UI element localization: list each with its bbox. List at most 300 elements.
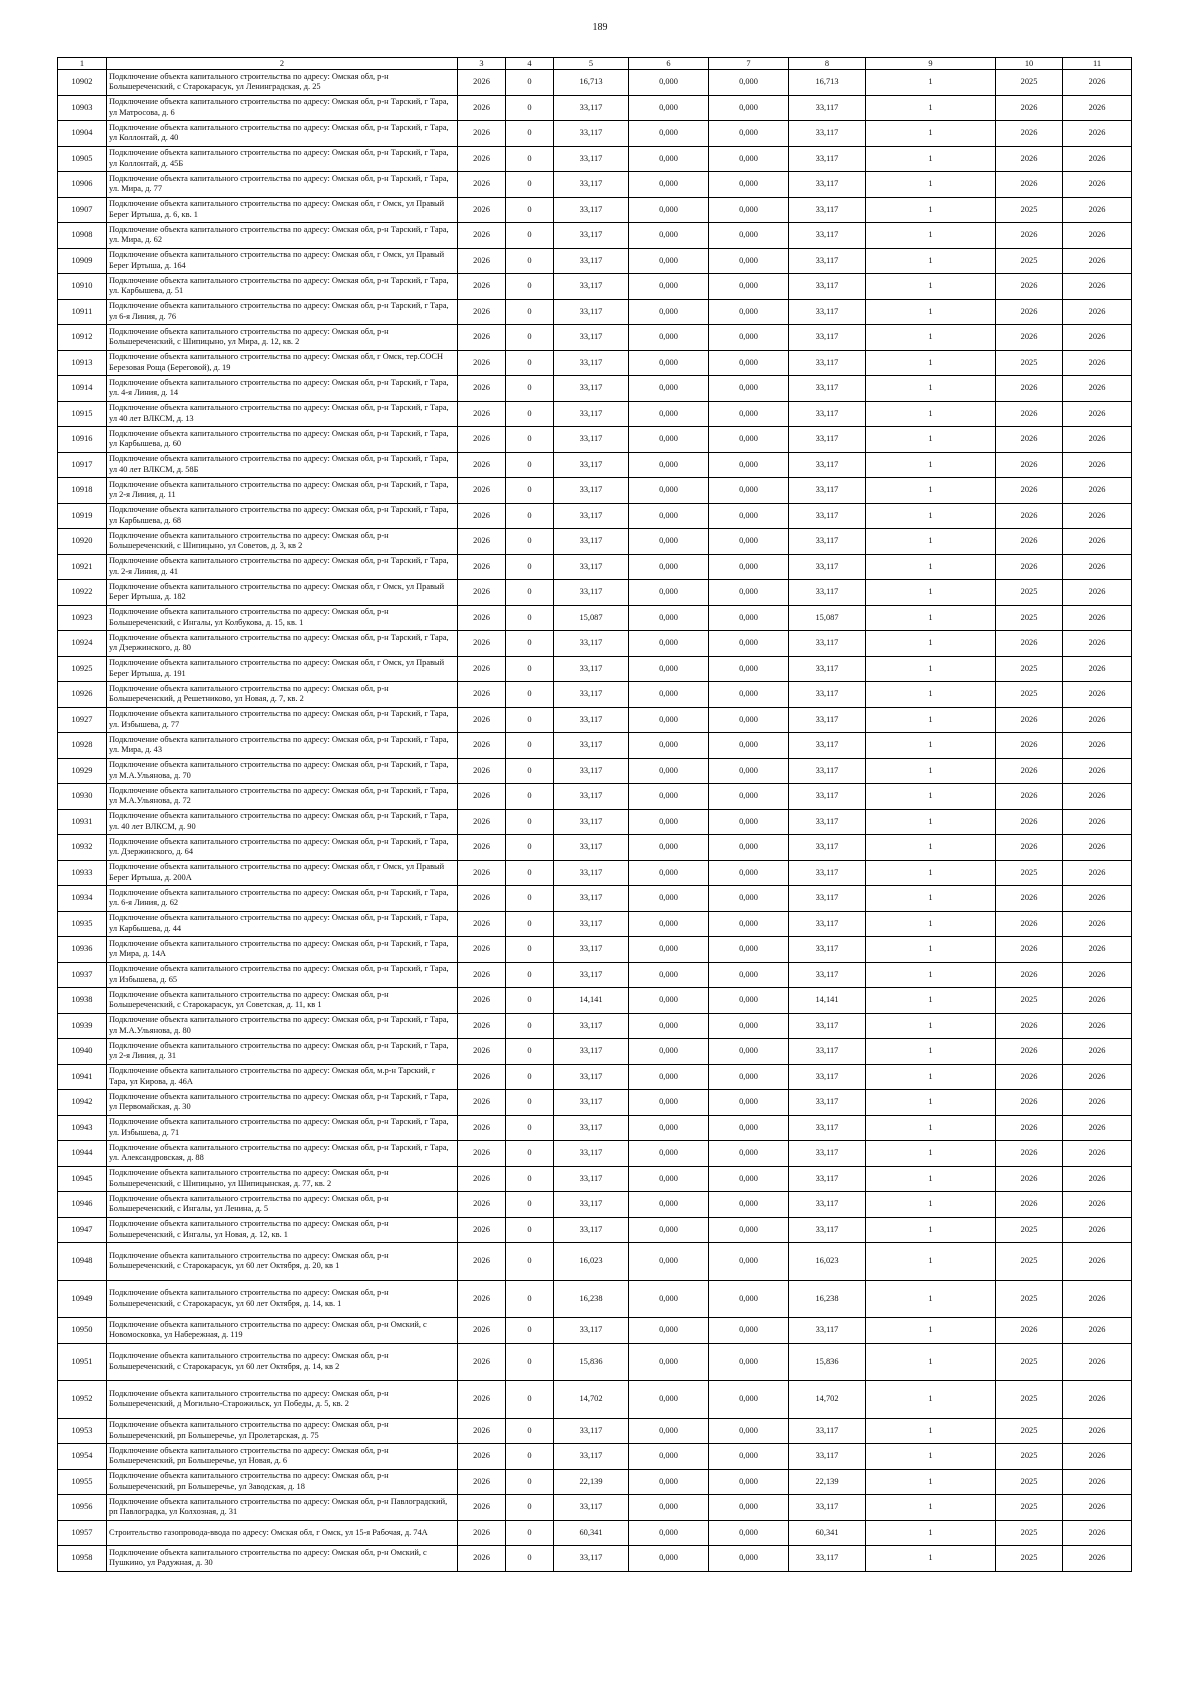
col-11-value: 2026 — [1063, 1495, 1132, 1521]
row-number: 10942 — [58, 1090, 107, 1116]
table-row — [58, 95, 1132, 121]
col-3-value: 2026 — [458, 860, 506, 886]
row-number: 10957 — [58, 1520, 107, 1546]
col-4-value: 0 — [506, 1318, 554, 1344]
col-10-value: 2025 — [996, 605, 1063, 631]
col-7-value: 0,000 — [709, 1381, 789, 1419]
col-11-value: 2026 — [1063, 809, 1132, 835]
col-10-value: 2026 — [996, 937, 1063, 963]
row-number: 10914 — [58, 376, 107, 402]
col-8-value: 33,117 — [789, 1418, 866, 1444]
table-row — [58, 1495, 1132, 1521]
col-11-value: 2026 — [1063, 1318, 1132, 1344]
col-8-value: 33,117 — [789, 197, 866, 223]
col-8-value: 16,023 — [789, 1243, 866, 1281]
col-8-value: 14,141 — [789, 988, 866, 1014]
col-10-value: 2026 — [996, 478, 1063, 504]
object-description: Подключение объекта капитального строительства по адресу: Омская обл, р-н Тарский, г Тара, ул 2-я Линия, д. 11 — [107, 478, 458, 504]
col-7-value: 0,000 — [709, 503, 789, 529]
col-7-value: 0,000 — [709, 682, 789, 708]
col-5-value: 33,117 — [554, 1064, 629, 1090]
col-4-value: 0 — [506, 274, 554, 300]
object-description: Подключение объекта капитального строительства по адресу: Омская обл, г Омск, ул Правый Берег Иртыша, д. 164 — [107, 248, 458, 274]
col-10-value: 2026 — [996, 707, 1063, 733]
col-6-value: 0,000 — [629, 631, 709, 657]
col-3-value: 2026 — [458, 937, 506, 963]
column-header-8: 8 — [789, 58, 866, 70]
col-6-value: 0,000 — [629, 707, 709, 733]
table-row — [58, 1141, 1132, 1167]
col-9-value: 1 — [866, 325, 996, 351]
col-3-value: 2026 — [458, 554, 506, 580]
col-9-value: 1 — [866, 1495, 996, 1521]
col-3-value: 2026 — [458, 784, 506, 810]
col-3-value: 2026 — [458, 631, 506, 657]
col-6-value: 0,000 — [629, 758, 709, 784]
row-number: 10925 — [58, 656, 107, 682]
col-6-value: 0,000 — [629, 95, 709, 121]
col-4-value: 0 — [506, 1039, 554, 1065]
col-6-value: 0,000 — [629, 1495, 709, 1521]
col-5-value: 15,087 — [554, 605, 629, 631]
col-5-value: 33,117 — [554, 223, 629, 249]
col-10-value: 2026 — [996, 733, 1063, 759]
col-5-value: 16,713 — [554, 70, 629, 96]
col-7-value: 0,000 — [709, 376, 789, 402]
col-10-value: 2026 — [996, 886, 1063, 912]
row-number: 10947 — [58, 1217, 107, 1243]
col-8-value: 33,117 — [789, 733, 866, 759]
col-5-value: 33,117 — [554, 1039, 629, 1065]
object-description: Подключение объекта капитального строительства по адресу: Омская обл, р-н Большереченский, с Старокарасук, ул Советская, д. 11, кв 1 — [107, 988, 458, 1014]
col-3-value: 2026 — [458, 835, 506, 861]
col-11-value: 2026 — [1063, 707, 1132, 733]
col-3-value: 2026 — [458, 172, 506, 198]
col-3-value: 2026 — [458, 325, 506, 351]
col-9-value: 1 — [866, 1141, 996, 1167]
col-6-value: 0,000 — [629, 988, 709, 1014]
col-9-value: 1 — [866, 554, 996, 580]
table-row — [58, 401, 1132, 427]
col-6-value: 0,000 — [629, 554, 709, 580]
col-11-value: 2026 — [1063, 1280, 1132, 1318]
col-10-value: 2025 — [996, 860, 1063, 886]
col-11-value: 2026 — [1063, 1141, 1132, 1167]
object-description: Подключение объекта капитального строительства по адресу: Омская обл, р-н Тарский, г Тара, ул М.А.Ульянова, д. 80 — [107, 1013, 458, 1039]
col-8-value: 33,117 — [789, 146, 866, 172]
col-4-value: 0 — [506, 452, 554, 478]
row-number: 10946 — [58, 1192, 107, 1218]
col-7-value: 0,000 — [709, 146, 789, 172]
col-3-value: 2026 — [458, 503, 506, 529]
col-6-value: 0,000 — [629, 529, 709, 555]
col-7-value: 0,000 — [709, 1064, 789, 1090]
row-number: 10938 — [58, 988, 107, 1014]
col-3-value: 2026 — [458, 146, 506, 172]
col-6-value: 0,000 — [629, 1166, 709, 1192]
row-number: 10904 — [58, 121, 107, 147]
col-10-value: 2026 — [996, 299, 1063, 325]
col-4-value: 0 — [506, 962, 554, 988]
object-description: Подключение объекта капитального строительства по адресу: Омская обл, г Омск, ул Правый Берег Иртыша, д. 6, кв. 1 — [107, 197, 458, 223]
col-3-value: 2026 — [458, 1115, 506, 1141]
col-10-value: 2025 — [996, 350, 1063, 376]
col-9-value: 1 — [866, 350, 996, 376]
row-number: 10930 — [58, 784, 107, 810]
col-7-value: 0,000 — [709, 707, 789, 733]
col-3-value: 2026 — [458, 962, 506, 988]
col-10-value: 2025 — [996, 988, 1063, 1014]
row-number: 10911 — [58, 299, 107, 325]
table-row — [58, 886, 1132, 912]
col-8-value: 33,117 — [789, 350, 866, 376]
col-3-value: 2026 — [458, 248, 506, 274]
col-3-value: 2026 — [458, 1141, 506, 1167]
col-11-value: 2026 — [1063, 605, 1132, 631]
object-description: Подключение объекта капитального строительства по адресу: Омская обл, р-н Павлоградский, рп Павлоградка, ул Колхозная, д. 31 — [107, 1495, 458, 1521]
col-3-value: 2026 — [458, 1343, 506, 1381]
page-number: 189 — [592, 22, 608, 33]
col-4-value: 0 — [506, 682, 554, 708]
col-4-value: 0 — [506, 1343, 554, 1381]
col-6-value: 0,000 — [629, 1318, 709, 1344]
col-7-value: 0,000 — [709, 1280, 789, 1318]
col-9-value: 1 — [866, 70, 996, 96]
object-description: Подключение объекта капитального строительства по адресу: Омская обл, р-н Большереченский, с Ингалы, ул Ленина, д. 5 — [107, 1192, 458, 1218]
col-7-value: 0,000 — [709, 299, 789, 325]
col-9-value: 1 — [866, 1192, 996, 1218]
col-7-value: 0,000 — [709, 121, 789, 147]
col-5-value: 33,117 — [554, 835, 629, 861]
col-6-value: 0,000 — [629, 605, 709, 631]
col-9-value: 1 — [866, 1217, 996, 1243]
row-number: 10928 — [58, 733, 107, 759]
col-8-value: 33,117 — [789, 529, 866, 555]
col-6-value: 0,000 — [629, 962, 709, 988]
col-7-value: 0,000 — [709, 809, 789, 835]
col-11-value: 2026 — [1063, 937, 1132, 963]
col-6-value: 0,000 — [629, 886, 709, 912]
object-description: Подключение объекта капитального строительства по адресу: Омская обл, р-н Тарский, г Тара, ул. Мира, д. 77 — [107, 172, 458, 198]
col-8-value: 33,117 — [789, 1115, 866, 1141]
col-8-value: 33,117 — [789, 631, 866, 657]
table-row — [58, 503, 1132, 529]
col-5-value: 33,117 — [554, 1217, 629, 1243]
col-4-value: 0 — [506, 1166, 554, 1192]
col-5-value: 33,117 — [554, 274, 629, 300]
col-6-value: 0,000 — [629, 1381, 709, 1419]
col-7-value: 0,000 — [709, 70, 789, 96]
row-number: 10902 — [58, 70, 107, 96]
col-9-value: 1 — [866, 758, 996, 784]
col-9-value: 1 — [866, 248, 996, 274]
col-5-value: 14,702 — [554, 1381, 629, 1419]
col-8-value: 33,117 — [789, 1546, 866, 1572]
table-row — [58, 631, 1132, 657]
object-description: Подключение объекта капитального строительства по адресу: Омская обл, р-н Тарский, г Тара, ул. 2-я Линия, д. 41 — [107, 554, 458, 580]
col-7-value: 0,000 — [709, 758, 789, 784]
col-9-value: 1 — [866, 1039, 996, 1065]
col-7-value: 0,000 — [709, 554, 789, 580]
col-7-value: 0,000 — [709, 962, 789, 988]
col-6-value: 0,000 — [629, 809, 709, 835]
col-7-value: 0,000 — [709, 1166, 789, 1192]
col-10-value: 2026 — [996, 809, 1063, 835]
col-9-value: 1 — [866, 376, 996, 402]
col-11-value: 2026 — [1063, 1243, 1132, 1281]
col-11-value: 2026 — [1063, 172, 1132, 198]
col-4-value: 0 — [506, 1115, 554, 1141]
col-9-value: 1 — [866, 299, 996, 325]
object-description: Подключение объекта капитального строительства по адресу: Омская обл, р-н Большереченский, с Старокарасук, ул 60 лет Октября, д. 14, кв 2 — [107, 1343, 458, 1381]
object-description: Подключение объекта капитального строительства по адресу: Омская обл, г Омск, ул Правый Берег Иртыша, д. 200А — [107, 860, 458, 886]
object-description: Подключение объекта капитального строительства по адресу: Омская обл, р-н Тарский, г Тара, ул М.А.Ульянова, д. 72 — [107, 784, 458, 810]
col-8-value: 33,117 — [789, 682, 866, 708]
col-8-value: 33,117 — [789, 809, 866, 835]
table-row — [58, 656, 1132, 682]
row-number: 10924 — [58, 631, 107, 657]
col-4-value: 0 — [506, 95, 554, 121]
col-7-value: 0,000 — [709, 937, 789, 963]
col-8-value: 33,117 — [789, 1318, 866, 1344]
col-11-value: 2026 — [1063, 962, 1132, 988]
col-7-value: 0,000 — [709, 197, 789, 223]
col-3-value: 2026 — [458, 70, 506, 96]
col-4-value: 0 — [506, 1520, 554, 1546]
row-number: 10916 — [58, 427, 107, 453]
col-6-value: 0,000 — [629, 452, 709, 478]
table-row — [58, 809, 1132, 835]
col-8-value: 33,117 — [789, 1013, 866, 1039]
col-8-value: 33,117 — [789, 401, 866, 427]
col-5-value: 33,117 — [554, 886, 629, 912]
col-6-value: 0,000 — [629, 1243, 709, 1281]
col-3-value: 2026 — [458, 1444, 506, 1470]
col-11-value: 2026 — [1063, 988, 1132, 1014]
table-row — [58, 427, 1132, 453]
col-8-value: 33,117 — [789, 937, 866, 963]
col-5-value: 33,117 — [554, 427, 629, 453]
col-4-value: 0 — [506, 325, 554, 351]
col-9-value: 1 — [866, 1318, 996, 1344]
col-7-value: 0,000 — [709, 95, 789, 121]
col-5-value: 33,117 — [554, 401, 629, 427]
col-5-value: 33,117 — [554, 248, 629, 274]
col-11-value: 2026 — [1063, 197, 1132, 223]
row-number: 10951 — [58, 1343, 107, 1381]
row-number: 10940 — [58, 1039, 107, 1065]
col-7-value: 0,000 — [709, 529, 789, 555]
col-3-value: 2026 — [458, 1418, 506, 1444]
col-5-value: 33,117 — [554, 1115, 629, 1141]
col-10-value: 2026 — [996, 121, 1063, 147]
col-11-value: 2026 — [1063, 554, 1132, 580]
col-4-value: 0 — [506, 733, 554, 759]
col-10-value: 2025 — [996, 70, 1063, 96]
col-11-value: 2026 — [1063, 1381, 1132, 1419]
col-10-value: 2025 — [996, 1381, 1063, 1419]
row-number: 10931 — [58, 809, 107, 835]
col-9-value: 1 — [866, 223, 996, 249]
col-6-value: 0,000 — [629, 911, 709, 937]
col-11-value: 2026 — [1063, 580, 1132, 606]
object-description: Подключение объекта капитального строительства по адресу: Омская обл, р-н Тарский, г Тара, ул Избышева, д. 65 — [107, 962, 458, 988]
col-8-value: 16,238 — [789, 1280, 866, 1318]
row-number: 10956 — [58, 1495, 107, 1521]
col-9-value: 1 — [866, 1166, 996, 1192]
col-9-value: 1 — [866, 427, 996, 453]
col-8-value: 33,117 — [789, 452, 866, 478]
col-6-value: 0,000 — [629, 1090, 709, 1116]
col-8-value: 33,117 — [789, 1444, 866, 1470]
col-10-value: 2026 — [996, 95, 1063, 121]
col-9-value: 1 — [866, 1090, 996, 1116]
col-7-value: 0,000 — [709, 1318, 789, 1344]
col-5-value: 16,238 — [554, 1280, 629, 1318]
row-number: 10920 — [58, 529, 107, 555]
col-6-value: 0,000 — [629, 656, 709, 682]
col-11-value: 2026 — [1063, 1520, 1132, 1546]
col-11-value: 2026 — [1063, 758, 1132, 784]
column-header-1: 1 — [58, 58, 107, 70]
col-4-value: 0 — [506, 707, 554, 733]
col-10-value: 2025 — [996, 248, 1063, 274]
table-row — [58, 758, 1132, 784]
row-number: 10915 — [58, 401, 107, 427]
col-4-value: 0 — [506, 478, 554, 504]
col-3-value: 2026 — [458, 529, 506, 555]
table-row — [58, 172, 1132, 198]
col-4-value: 0 — [506, 299, 554, 325]
col-11-value: 2026 — [1063, 325, 1132, 351]
col-11-value: 2026 — [1063, 1166, 1132, 1192]
col-6-value: 0,000 — [629, 70, 709, 96]
col-4-value: 0 — [506, 809, 554, 835]
col-7-value: 0,000 — [709, 733, 789, 759]
object-description: Подключение объекта капитального строительства по адресу: Омская обл, р-н Большереченский, рп Большеречье, ул Новая, д. 6 — [107, 1444, 458, 1470]
object-description: Подключение объекта капитального строительства по адресу: Омская обл, р-н Тарский, г Тара, ул Коллонтай, д. 45Б — [107, 146, 458, 172]
col-10-value: 2026 — [996, 452, 1063, 478]
row-number: 10908 — [58, 223, 107, 249]
object-description: Подключение объекта капитального строительства по адресу: Омская обл, г Омск, ул Правый Берег Иртыша, д. 182 — [107, 580, 458, 606]
col-11-value: 2026 — [1063, 1444, 1132, 1470]
col-10-value: 2026 — [996, 1064, 1063, 1090]
col-9-value: 1 — [866, 95, 996, 121]
col-6-value: 0,000 — [629, 835, 709, 861]
col-9-value: 1 — [866, 121, 996, 147]
col-7-value: 0,000 — [709, 1243, 789, 1281]
col-11-value: 2026 — [1063, 503, 1132, 529]
col-3-value: 2026 — [458, 1192, 506, 1218]
table-row — [58, 146, 1132, 172]
table-row — [58, 962, 1132, 988]
header-row — [58, 58, 1132, 70]
col-5-value: 33,117 — [554, 146, 629, 172]
object-description: Подключение объекта капитального строительства по адресу: Омская обл, р-н Тарский, г Тара, ул. 4-я Линия, д. 14 — [107, 376, 458, 402]
col-8-value: 33,117 — [789, 835, 866, 861]
table-row — [58, 580, 1132, 606]
col-4-value: 0 — [506, 376, 554, 402]
table-row — [58, 197, 1132, 223]
column-header-5: 5 — [554, 58, 629, 70]
col-9-value: 1 — [866, 452, 996, 478]
col-3-value: 2026 — [458, 1243, 506, 1281]
col-4-value: 0 — [506, 1064, 554, 1090]
col-5-value: 33,117 — [554, 197, 629, 223]
col-11-value: 2026 — [1063, 1192, 1132, 1218]
table-row — [58, 707, 1132, 733]
col-5-value: 33,117 — [554, 554, 629, 580]
col-9-value: 1 — [866, 172, 996, 198]
col-11-value: 2026 — [1063, 835, 1132, 861]
object-description: Строительство газопровода-ввода по адресу: Омская обл, г Омск, ул 15-я Рабочая, д. 74А — [107, 1520, 458, 1546]
col-10-value: 2026 — [996, 376, 1063, 402]
table-header — [58, 58, 1132, 70]
col-8-value: 33,117 — [789, 758, 866, 784]
col-11-value: 2026 — [1063, 1013, 1132, 1039]
col-10-value: 2026 — [996, 274, 1063, 300]
col-6-value: 0,000 — [629, 733, 709, 759]
col-7-value: 0,000 — [709, 1217, 789, 1243]
col-6-value: 0,000 — [629, 197, 709, 223]
col-4-value: 0 — [506, 146, 554, 172]
object-description: Подключение объекта капитального строительства по адресу: Омская обл, р-н Тарский, г Тара, ул. Избышева, д. 77 — [107, 707, 458, 733]
col-3-value: 2026 — [458, 95, 506, 121]
col-11-value: 2026 — [1063, 1418, 1132, 1444]
table-row — [58, 1381, 1132, 1419]
col-3-value: 2026 — [458, 911, 506, 937]
col-6-value: 0,000 — [629, 376, 709, 402]
col-7-value: 0,000 — [709, 988, 789, 1014]
col-3-value: 2026 — [458, 886, 506, 912]
table-row — [58, 1243, 1132, 1281]
col-11-value: 2026 — [1063, 911, 1132, 937]
column-header-9: 9 — [866, 58, 996, 70]
col-10-value: 2025 — [996, 1243, 1063, 1281]
col-3-value: 2026 — [458, 1064, 506, 1090]
col-3-value: 2026 — [458, 274, 506, 300]
col-4-value: 0 — [506, 1381, 554, 1419]
col-10-value: 2026 — [996, 1192, 1063, 1218]
row-number: 10929 — [58, 758, 107, 784]
col-8-value: 33,117 — [789, 274, 866, 300]
col-3-value: 2026 — [458, 1280, 506, 1318]
row-number: 10907 — [58, 197, 107, 223]
col-11-value: 2026 — [1063, 452, 1132, 478]
col-11-value: 2026 — [1063, 376, 1132, 402]
col-9-value: 1 — [866, 733, 996, 759]
object-description: Подключение объекта капитального строительства по адресу: Омская обл, р-н Тарский, г Тара, ул. Мира, д. 43 — [107, 733, 458, 759]
row-number: 10953 — [58, 1418, 107, 1444]
table-row — [58, 1318, 1132, 1344]
col-5-value: 33,117 — [554, 325, 629, 351]
object-description: Подключение объекта капитального строительства по адресу: Омская обл, р-н Тарский, г Тара, ул Карбышева, д. 68 — [107, 503, 458, 529]
col-10-value: 2026 — [996, 1039, 1063, 1065]
col-3-value: 2026 — [458, 1039, 506, 1065]
row-number: 10923 — [58, 605, 107, 631]
table-row — [58, 1418, 1132, 1444]
col-11-value: 2026 — [1063, 1469, 1132, 1495]
table-row — [58, 1280, 1132, 1318]
col-8-value: 33,117 — [789, 1495, 866, 1521]
col-7-value: 0,000 — [709, 1546, 789, 1572]
table-row — [58, 1520, 1132, 1546]
table-row — [58, 1013, 1132, 1039]
col-8-value: 33,117 — [789, 325, 866, 351]
col-7-value: 0,000 — [709, 631, 789, 657]
col-6-value: 0,000 — [629, 1343, 709, 1381]
col-7-value: 0,000 — [709, 835, 789, 861]
